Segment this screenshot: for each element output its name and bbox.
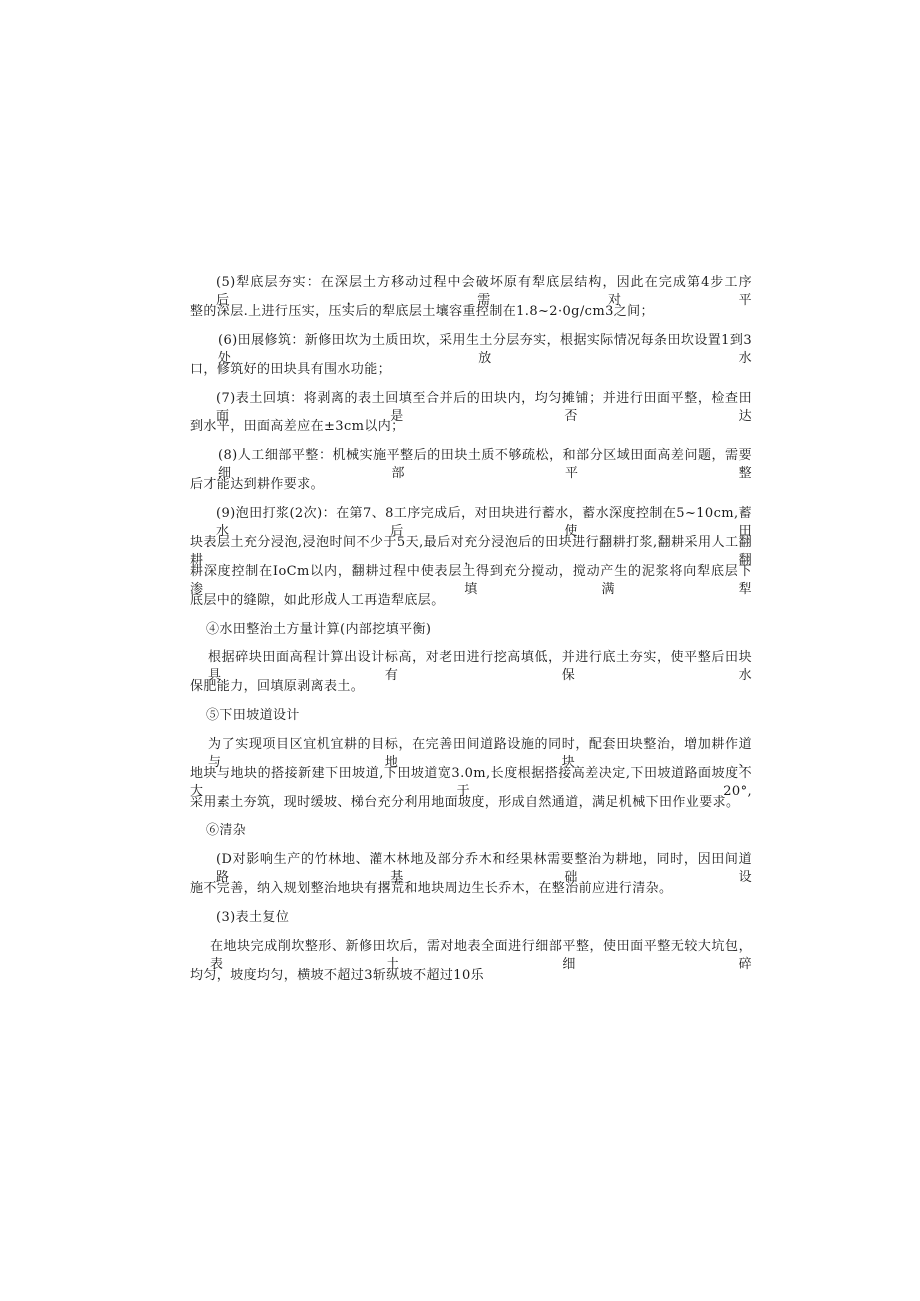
section-heading: (3)表土复位: [216, 910, 290, 925]
text-line: (8)人工细部平整：机械实施平整后的田块土质不够疏松，和部分区域田面高差问题，需要细部平整: [218, 448, 752, 481]
text-line: 地块与地块的搭接新建下田坡道,下田坡道宽3.0m,长度根据搭接高差决定,下田坡道路面坡度不大于20°,: [190, 766, 752, 799]
text-line: 均匀，坡度均匀，横坡不超过3斩纵坡不超过10乐: [190, 968, 485, 983]
text-line: (D对影响生产的竹林地、灌木林地及部分乔木和经果林需要整治为耕地，同时，因田间道路基础设: [216, 852, 752, 885]
text-line: (5)犁底层夯实：在深层土方移动过程中会破坏原有犁底层结构，因此在完成第4步工序后，需对平: [216, 275, 752, 308]
text-line: 在地块完成削坎整形、新修田坎后，需对地表全面进行细部平整，使田面平整无较大坑包，表土细碎: [210, 939, 752, 972]
text-line: 保肥能力，回填原剥离表土。: [190, 679, 365, 694]
text-line: (6)田展修筑：新修田坎为土质田坎，采用生土分层夯实，根据实际情况每条田坎设置1到3处放水: [218, 333, 752, 366]
text-line: 底层中的缝隙，如此形成人工再造犁底层。: [190, 593, 445, 608]
text-line: 整的深层.上进行压实，压实后的犁底层土壤容重控制在1.8~2·0g∕cm3之间；: [190, 304, 654, 319]
text-line: 耕深度控制在IoCm以内，翻耕过程中使表层土得到充分搅动，搅动产生的泥浆将向犁底层下渗，填满犁: [190, 564, 752, 597]
text-line: 后才能达到耕作要求。: [190, 477, 325, 492]
section-heading: ⑥清杂: [206, 823, 247, 838]
section-heading: ⑤下田坡道设计: [206, 708, 300, 723]
text-line: 为了实现项目区宜机宜耕的目标，在完善田间道路设施的同时，配套田块整治，增加耕作道与地块、: [208, 737, 752, 770]
text-line: (9)泡田打浆(2次)：在第7、8工序完成后，对田块进行蓄水，蓄水深度控制在5~10cm,蓄水后使田: [216, 506, 752, 539]
text-line: 采用素土夯筑，现时缓坡、梯台充分利用地面坡度，形成自然通道，满足机械下田作业要求。: [190, 795, 740, 810]
section-heading: ④水田整治土方量计算(内部挖填平衡): [206, 622, 432, 637]
text-line: (7)表土回填：将剥离的表土回填至合并后的田块内，均匀摊铺；并进行田面平整，检查田面是否达: [216, 391, 752, 424]
text-line: 口，修筑好的田块具有围水功能；: [190, 362, 392, 377]
text-line: 到水平，田面高差应在±3cm以内；: [190, 419, 405, 434]
text-line: 根据碎块田面高程计算出设计标高，对老田进行挖高填低，并进行底土夯实，使平整后田块具有保水: [208, 650, 752, 683]
text-line: 施不完善，纳入规划整治地块有撂荒和地块周边生长乔木，在整治前应进行清杂。: [190, 881, 673, 896]
text-line: 块表层土充分浸泡,浸泡时间不少于5天,最后对充分浸泡后的田块进行翻耕打浆,翻耕采用人工翻耕，翻: [190, 535, 752, 568]
